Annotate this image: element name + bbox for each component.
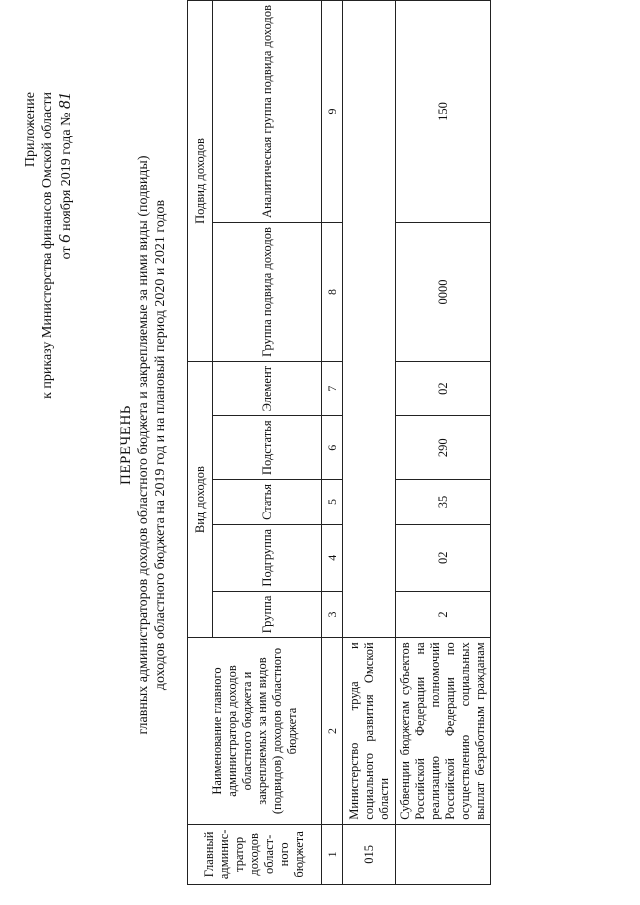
header-vid-col: Группа xyxy=(213,591,322,638)
row-code: 290 xyxy=(396,416,491,480)
column-number: 3 xyxy=(322,591,343,638)
row-code: 2 xyxy=(396,591,491,638)
order-line: к приказу Министерства финансов Омской области xyxy=(40,92,55,399)
column-number: 4 xyxy=(322,524,343,591)
row-name: Министерство труда и социального развития Омской области xyxy=(343,638,396,824)
header-podvid-col: Группа подвида доходов xyxy=(213,223,322,362)
column-number: 7 xyxy=(322,361,343,415)
row-code: 35 xyxy=(396,479,491,524)
row-code: 02 xyxy=(396,524,491,591)
header-vid-col: Статья xyxy=(213,479,322,524)
header-name: Наименование главного администратора доходов областного бюджета и закрепляемых за ним видов (подвидов) доходов областного бюджета xyxy=(188,638,322,824)
table-row xyxy=(343,1,396,885)
date-middle: ноября 2019 года № xyxy=(59,112,74,231)
column-number-row xyxy=(322,1,343,885)
column-number: 6 xyxy=(322,416,343,480)
header-podvid-col: Аналитическая группа подвида доходов xyxy=(213,1,322,223)
row-admin-code xyxy=(396,824,491,884)
header-vid-col: Подстатья xyxy=(213,416,322,480)
header-vid-col: Элемент xyxy=(213,361,322,415)
header-vid-group: Вид доходов xyxy=(188,361,213,637)
header-row-groups xyxy=(188,1,213,885)
title-line-2: доходов областного бюджета на 2019 год и на плановый период 2020 и 2021 годов xyxy=(153,199,168,691)
order-number: 81 xyxy=(55,92,74,109)
date-prefix: от xyxy=(59,246,74,260)
row-codes-empty xyxy=(343,1,396,638)
appendix-label: Приложение xyxy=(23,92,38,168)
title-block xyxy=(118,135,169,755)
order-day: 6 xyxy=(55,234,74,243)
header-vid-col: Подгруппа xyxy=(213,524,322,591)
row-name: Субвенции бюджетам субъектов Российской Федерации на реализацию полномочий Российской Федерации по осуществлению социальных выплат безработным гражданам xyxy=(396,638,491,824)
column-number: 1 xyxy=(322,824,343,884)
row-code: 02 xyxy=(396,361,491,415)
column-number: 8 xyxy=(322,223,343,362)
header-podvid-group: Подвид доходов xyxy=(188,1,213,362)
row-code: 150 xyxy=(396,1,491,223)
column-number: 2 xyxy=(322,638,343,824)
header-admin: Главный админис-тратор доходов област-ного бюджета xyxy=(188,824,322,884)
document-title: ПЕРЕЧЕНЬ xyxy=(118,405,134,485)
revenue-table xyxy=(187,0,491,885)
table-row xyxy=(396,1,491,885)
row-code: 0000 xyxy=(396,223,491,362)
appendix-block xyxy=(22,92,75,399)
order-date-line xyxy=(56,92,75,399)
column-number: 9 xyxy=(322,1,343,223)
row-admin-code: 015 xyxy=(343,824,396,884)
column-number: 5 xyxy=(322,479,343,524)
title-line-1: главных администраторов доходов областного бюджета и закрепляемые за ними виды (подвиды) xyxy=(136,155,151,735)
